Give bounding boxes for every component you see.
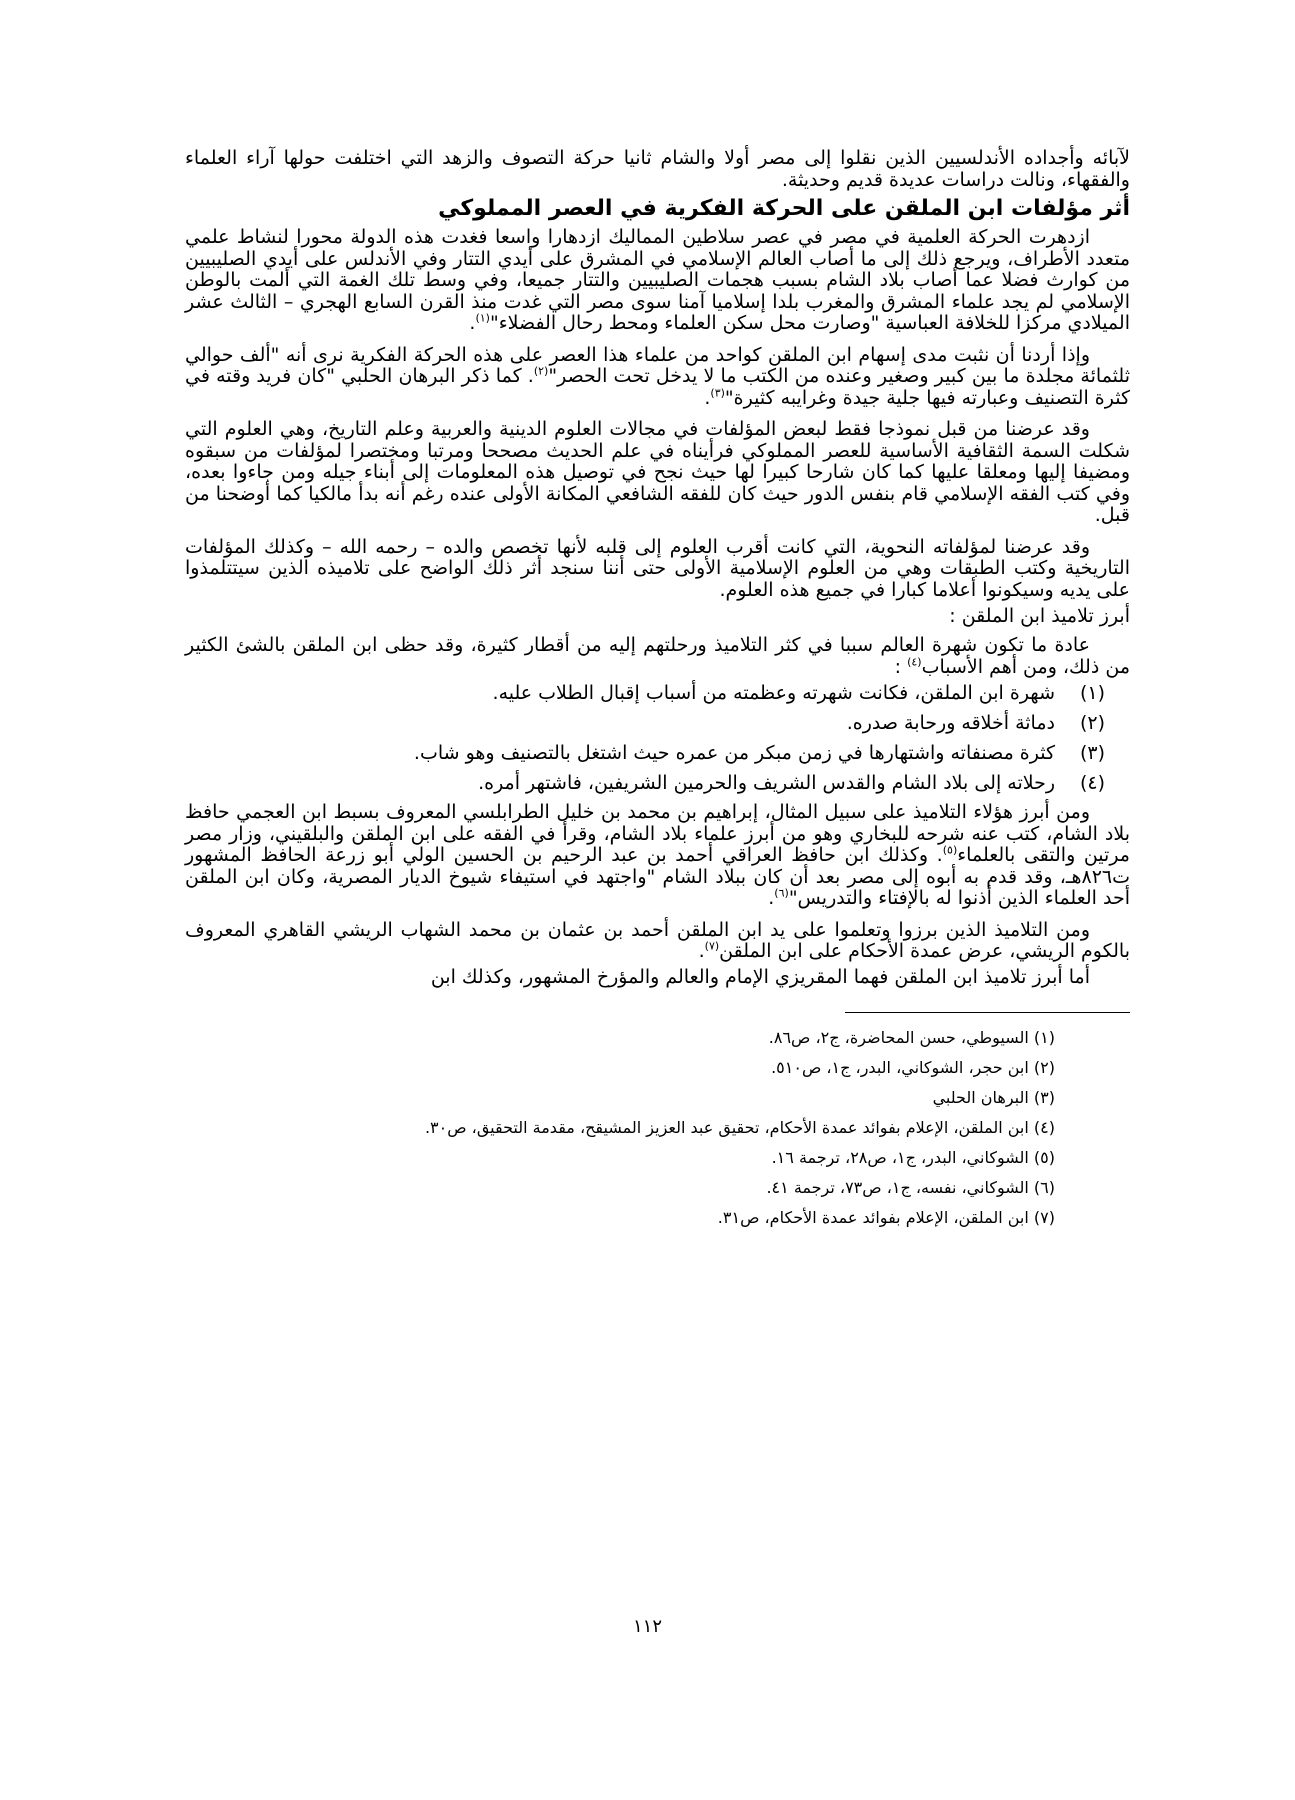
body-text: [185, 148, 1130, 988]
paragraph-tail: .: [704, 386, 711, 409]
list-text: دماثة أخلاقه ورحابة صدره.: [846, 712, 1055, 734]
footnote-2: (٢) ابن حجر، الشوكاني، البدر، ج١، ص٥١٠.: [771, 1058, 1055, 1077]
paragraph-tail: :: [894, 655, 908, 678]
students-paragraph-3: أما أبرز تلاميذ ابن الملقن فهما المقريزي الإمام والعالم والمؤرخ المشهور، وكذلك ابن: [430, 965, 1090, 988]
students-paragraph-1: [185, 802, 1130, 910]
footnote-7: (٧) ابن الملقن، الإعلام بفوائد عمدة الأحكام، ص٣١.: [717, 1208, 1055, 1227]
paragraph-2: [185, 345, 1130, 410]
paragraph-text: عادة ما تكون شهرة العالم سببا في كثر التلاميذ ورحلتهم إليه من أقطار كثيرة، وقد حظى ابن الملقن بالشئ الكثير من ذلك، ومن أهم الأسباب: [185, 634, 1130, 678]
list-number: (٣): [1079, 742, 1105, 764]
list-item: [185, 742, 1105, 764]
students-intro: [185, 635, 1130, 678]
list-item: [185, 772, 1105, 794]
paragraph-text: ازدهرت الحركة العلمية في مصر في عصر سلاطين المماليك ازدهارا واسعا فغدت هذه الدولة محورا لنشاط علمي متعدد الأطراف، ويرجع ذلك إلى ما أصاب العالم الإسلامي في المشرق على أيدي التتار وفي الأندلس على أيدي الصليبيين من كوارث فضلا عما أصاب بلاد الشام بسبب هجمات الصليبيين والتتار جميعا، وفي وسط تلك الغمة التي ألمت بالوطن الإسلامي لم يجد علماء المشرق والمغرب بلدا إسلاميا آمنا سوى مصر التي غدت منذ القرن السابع الهجري – الثالث عشر الميلادي مركزا للخلافة العباسية "وصارت محل سكن العلماء ومحط رحال الفضلاء": [185, 226, 1130, 334]
footnote-ref-5[interactable]: (٥): [942, 843, 958, 857]
page-number: ١١٢: [632, 1616, 662, 1637]
paragraph-tail: .: [768, 887, 775, 909]
students-paragraph-2: [185, 920, 1130, 963]
list-item: [185, 712, 1105, 734]
paragraph-text: ومن أبرز هؤلاء التلاميذ على سبيل المثال، إبراهيم بن محمد بن خليل الطرابلسي المعروف بسبط ابن العجمي حافظ بلاد الشام، كتب عنه شرحه للبخاري وهو من أبرز علماء بلاد الشام، وقرأ في الفقه على ابن الملقن والبلقيني، وزار مصر مرتين والتقى بالعلماء: [185, 801, 1130, 866]
list-number: (٢): [1079, 712, 1105, 734]
paragraph-4: وقد عرضنا لمؤلفاته النحوية، التي كانت أقرب العلوم إلى قلبه لأنها تخصص والده – رحمه الله – وكذلك المؤلفات التاريخية وكتب الطبقات وهي من العلوم الإسلامية الأولى حتى أننا سنجد أثر ذلك الواضح على تلاميذه الذين سيتتلمذوا على يديه وسيكونوا أعلاما كبارا في جميع هذه العلوم.: [185, 535, 1130, 601]
footnote-ref-4[interactable]: (٤): [907, 655, 922, 669]
footnote-ref-7[interactable]: (٧): [704, 939, 720, 953]
list-text: شهرة ابن الملقن، فكانت شهرته وعظمته من أسباب إقبال الطلاب عليه.: [492, 682, 1055, 704]
paragraph-tail: .: [469, 312, 476, 334]
paragraph-1: [185, 227, 1130, 335]
footnote-ref-2[interactable]: (٢): [533, 364, 549, 378]
footnote-ref-3[interactable]: (٣): [710, 386, 725, 400]
list-number: (٤): [1079, 772, 1105, 794]
intro-paragraph: لآبائه وأجداده الأندلسيين الذين نقلوا إلى مصر أولا والشام ثانيا حركة التصوف والزهد التي اختلفت حولها آراء العلماء والفقهاء، ونالت دراسات عديدة قديم وحديثة.: [185, 147, 1130, 191]
paragraph-3: وقد عرضنا من قبل نموذجا فقط لبعض المؤلفات في مجالات العلوم الدينية والعربية وعلم التاريخ، وهي العلوم التي شكلت السمة الثقافية الأساسية للعصر المملوكي فرأيناه في علم الحديث مصححا ومرتبا ومختصرا لمؤلفات من سبقوه ومضيفا إليها ومعلقا عليها كما كان شارحا كبيرا لها حيث نجح في توصيل هذه المعلومات إلى أبناء جيله ومن جاءوا بعده، وفي كتب الفقه الإسلامي قام بنفس الدور حيث كان للفقه الشافعي المكانة الأولى عنده رغم أنه بدأ مالكيا كما أوضحنا من قبل.: [185, 418, 1130, 526]
section-title: أثر مؤلفات ابن الملقن على الحركة الفكرية في العصر المملوكي: [438, 196, 1130, 221]
students-subheading: أبرز تلاميذ ابن الملقن :: [949, 605, 1130, 627]
document-page: [185, 148, 1130, 1239]
footnote-5: (٥) الشوكاني، البدر، ج١، ص٢٨، ترجمة ١٦.: [771, 1148, 1055, 1167]
footnote-4: (٤) ابن الملقن، الإعلام بفوائد عمدة الأحكام، تحقيق عبد العزيز المشيقح، مقدمة التحقيق، ص٣٠.: [424, 1118, 1055, 1137]
footnote-ref-6[interactable]: (٦): [774, 886, 789, 900]
footnote-6: (٦) الشوكاني، نفسه، ج١، ص٧٣، ترجمة ٤١.: [766, 1178, 1055, 1197]
list-number: (١): [1079, 682, 1105, 704]
footnote-3: (٣) البرهان الحلبي: [932, 1088, 1055, 1107]
paragraph-tail: .: [698, 940, 705, 962]
footnote-1: (١) السيوطي، حسن المحاضرة، ج٢، ص٨٦.: [768, 1028, 1055, 1047]
list-text: كثرة مصنفاته واشتهارها في زمن مبكر من عمره حيث اشتغل بالتصنيف وهو شاب.: [413, 742, 1055, 764]
paragraph-tail: . كما ذكر البرهان الحلبي "كان فريد وقته في كثرة التصنيف وعبارته فيها جلية جيدة وغرايبه كثيرة": [185, 365, 1130, 409]
footnote-divider: [845, 1012, 1130, 1013]
paragraph-tail: . وكذلك ابن حافظ العراقي أحمد بن عبد الرحيم بن الحسين الولي أبو زرعة الحافظ المشهور ت٨٢٦هـ، وقد قدم به أبوه إلى مصر بعد أن كان ببلاد الشام "واجتهد في استيفاء شيوخ الديار المصرية، وكان ابن الملقن أحد العلماء الذين أذنوا له بالإفتاء والتدريس": [185, 844, 1130, 909]
list-text: رحلاته إلى بلاد الشام والقدس الشريف والحرمين الشريفين، فاشتهر أمره.: [478, 772, 1055, 794]
list-item: [185, 682, 1105, 704]
reasons-list: [185, 682, 1130, 794]
paragraph-text: وإذا أردنا أن نثبت مدى إسهام ابن الملقن كواحد من علماء هذا العصر على هذه الحركة الفكرية نرى أنه "ألف حوالي ثلثمائة مجلدة ما بين كبير وصغير وعنده من الكتب ما لا يدخل تحت الحصر": [185, 343, 1130, 387]
paragraph-text: ومن التلاميذ الذين برزوا وتعلموا على يد ابن الملقن أحمد بن عثمان بن محمد الشهاب الريشي القاهري المعروف بالكوم الريشي، عرض عمدة الأحكام على ابن الملقن: [185, 918, 1130, 962]
footnotes: [185, 1029, 1130, 1227]
footnote-ref-1[interactable]: (١): [475, 311, 490, 325]
